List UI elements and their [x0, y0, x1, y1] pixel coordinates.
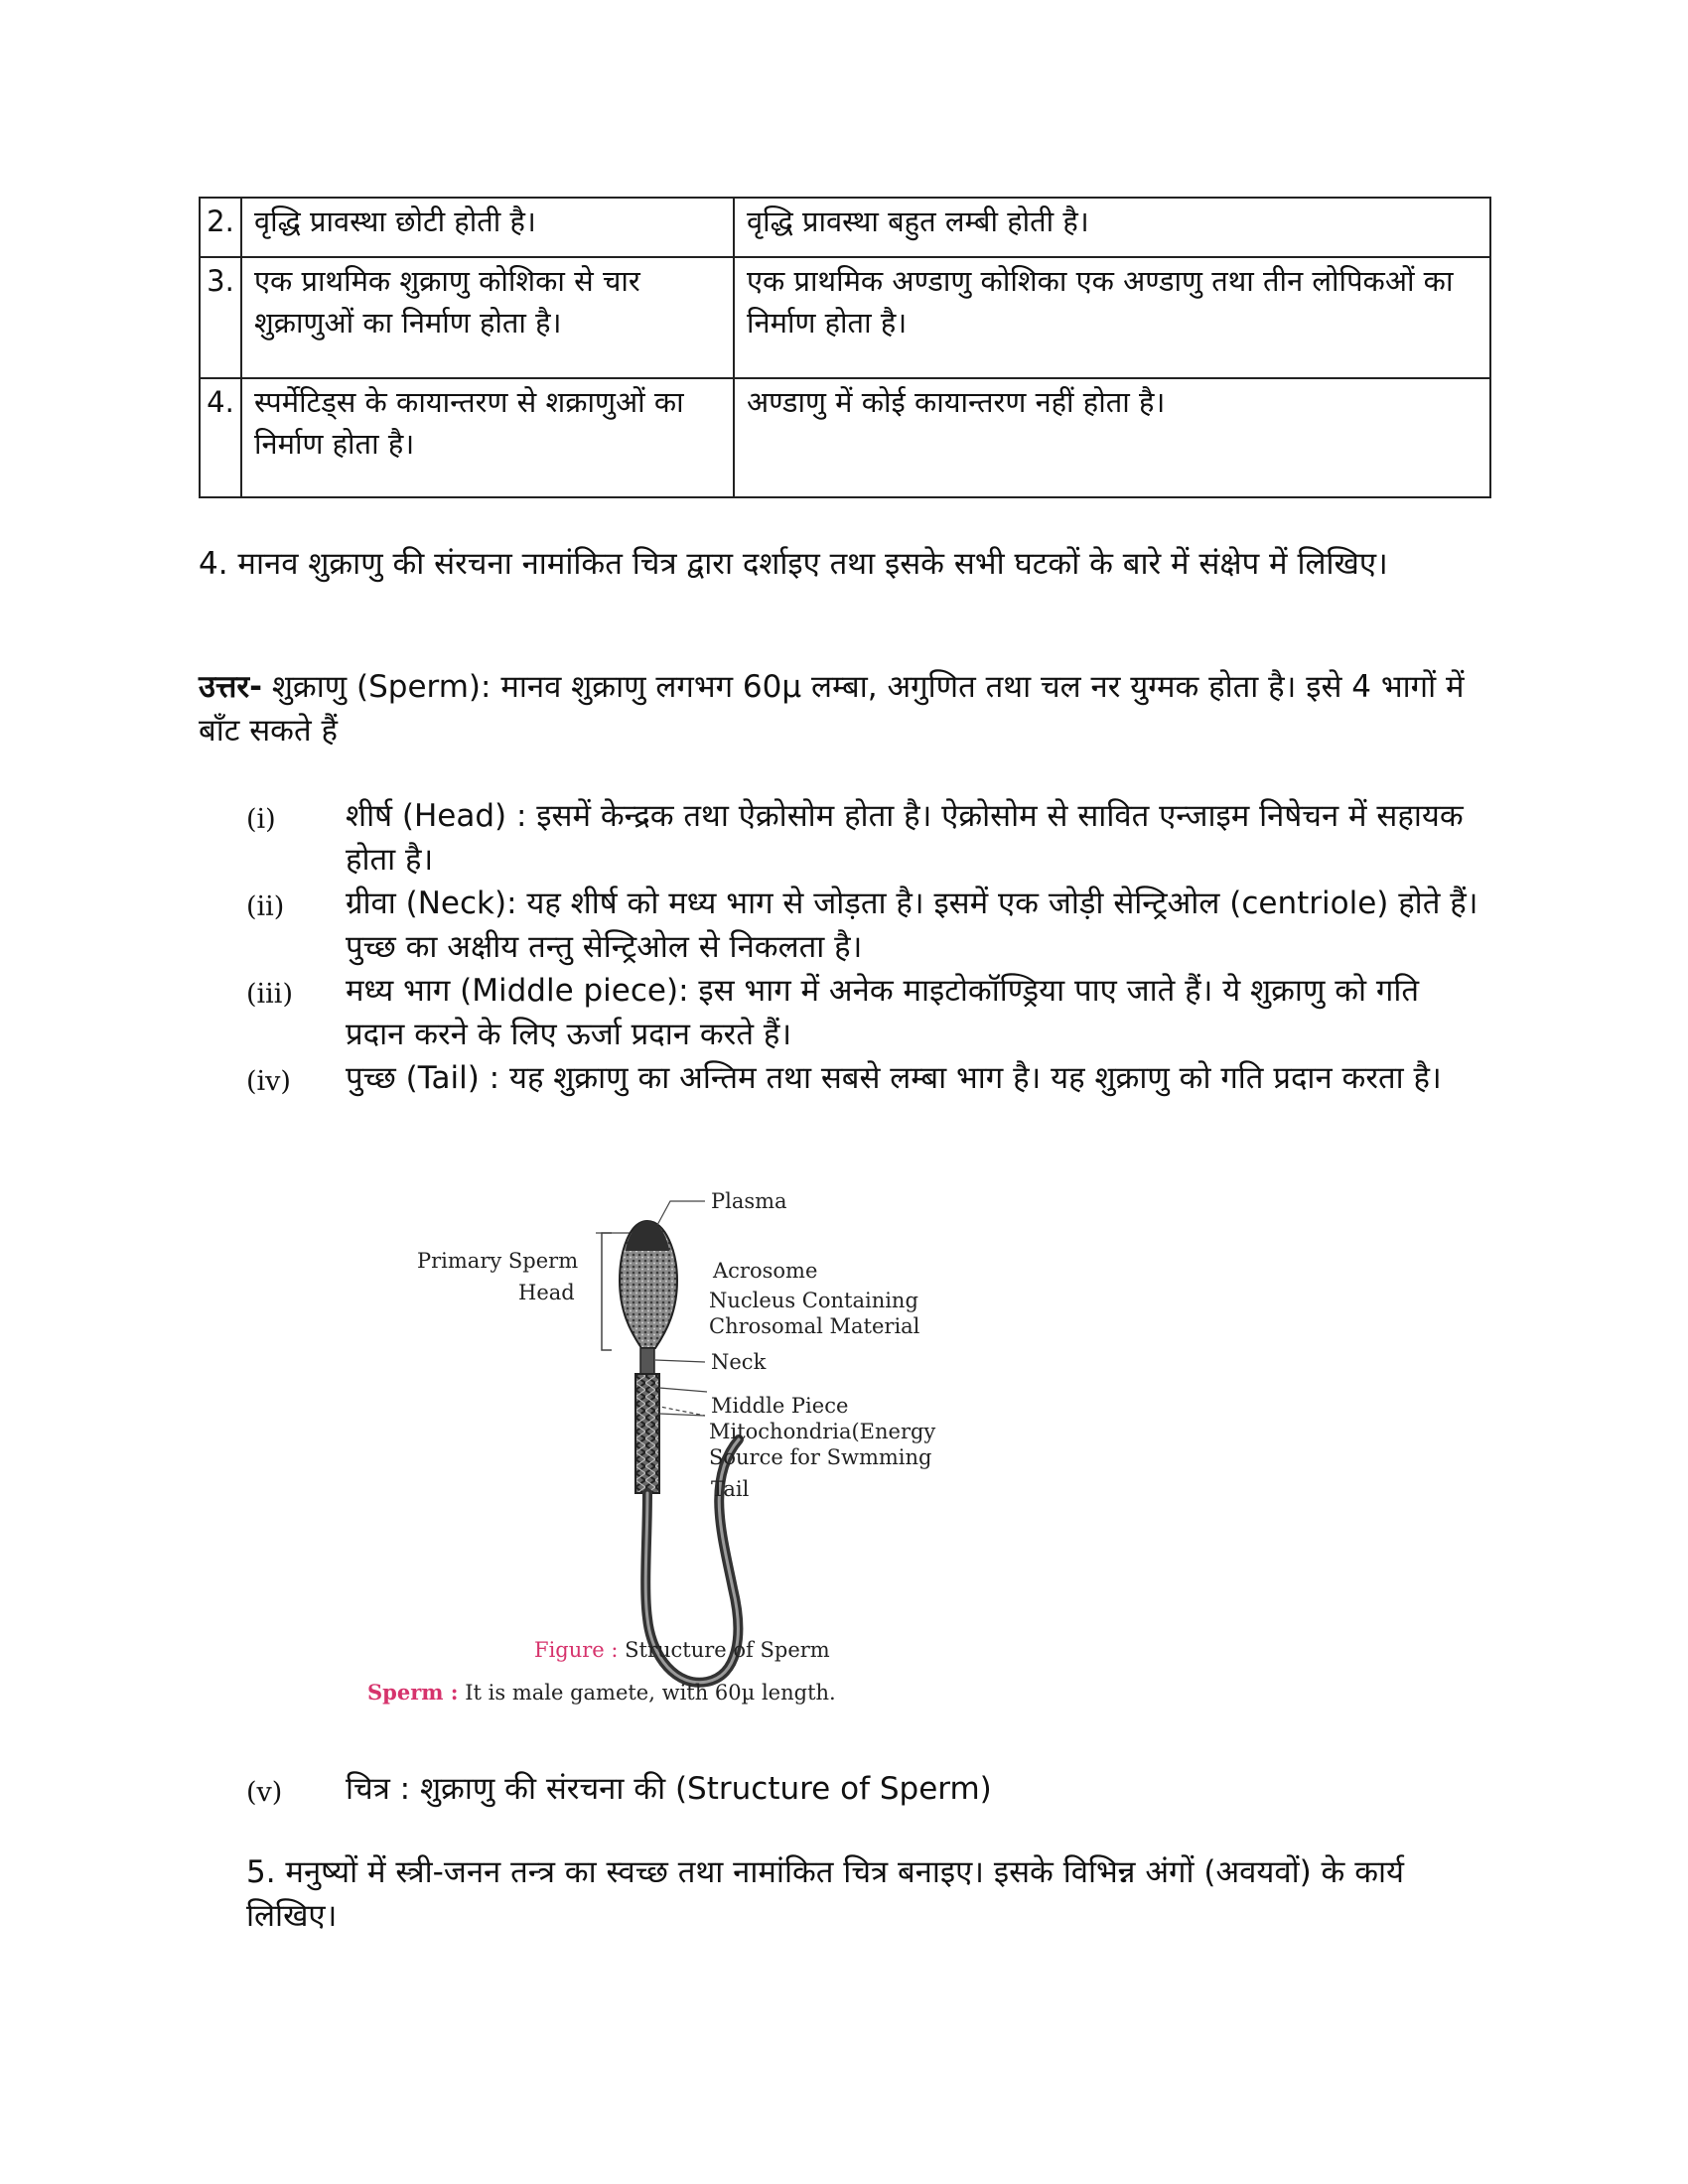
- female-cell: एक प्राथमिक अण्डाणु कोशिका एक अण्डाणु तथा तीन लोपिकओं का निर्माण होता है।: [734, 257, 1490, 378]
- comparison-table: [199, 197, 1491, 498]
- head-bracket: [602, 1233, 612, 1350]
- row-number: 4.: [200, 378, 241, 497]
- figure-caption-text: Structure of Sperm: [618, 1638, 830, 1662]
- middle-piece-line: [659, 1388, 707, 1392]
- sperm-figure: [367, 1181, 1033, 1737]
- item-number: (iv): [246, 1066, 291, 1097]
- table-row: [200, 257, 1490, 378]
- item-number: (iii): [246, 979, 293, 1010]
- label-middle-piece: Middle Piece: [711, 1394, 849, 1418]
- neck-line: [655, 1360, 705, 1362]
- answer-text: शुक्राणु (Sperm): मानव शुक्राणु लगभग 60µ लम्बा, अगुणित तथा चल नर युग्मक होता है। इसे 4 भागों में बाँट सकते हैं: [199, 669, 1465, 749]
- table-row: [200, 198, 1490, 257]
- label-neck: Neck: [711, 1350, 767, 1374]
- table-row: [200, 378, 1490, 497]
- male-cell: वृद्धि प्रावस्था छोटी होती है।: [241, 198, 734, 257]
- answer-label: उत्तर-: [199, 669, 262, 705]
- male-cell: एक प्राथमिक शुक्राणु कोशिका से चार शुक्राणुओं का निर्माण होता है।: [241, 257, 734, 378]
- item-text: ग्रीवा (Neck): यह शीर्ष को मध्य भाग से जोड़ता है। इसमें एक जोड़ी सेन्ट्रिओल (centriole) होते हैं। पुच्छ का अक्षीय तन्तु सेन्ट्रिओल से निकलता है।: [346, 886, 1478, 965]
- item-text: मध्य भाग (Middle piece): इस भाग में अनेक माइटोकॉण्ड्रिया पाए जाते हैं। ये शुक्राणु को गति प्रदान करने के लिए ऊर्जा प्रदान करते हैं।: [346, 973, 1420, 1052]
- label-tail: Tail: [711, 1477, 750, 1501]
- row-number: 2.: [200, 198, 241, 257]
- label-nucleus-1: Nucleus Containing: [709, 1289, 918, 1312]
- label-head: Head: [518, 1281, 575, 1304]
- row-number: 3.: [200, 257, 241, 378]
- answer-paragraph: [199, 665, 1489, 752]
- label-plasma: Plasma: [711, 1189, 787, 1213]
- question-4: 4. मानव शुक्राणु की संरचना नामांकित चित्र द्वारा दर्शाइए तथा इसके सभी घटकों के बारे में संक्षेप में लिखिए।: [199, 546, 1388, 582]
- label-mitochondria-1: Mitochondria(Energy: [709, 1420, 936, 1443]
- label-primary-sperm: Primary Sperm: [417, 1249, 579, 1273]
- item-number: (i): [246, 804, 276, 835]
- figure-caption-label: Figure :: [534, 1638, 619, 1662]
- item-number: (ii): [246, 891, 285, 922]
- sperm-note-label: Sperm :: [367, 1680, 459, 1705]
- label-acrosome: Acrosome: [713, 1259, 818, 1283]
- item-text: पुच्छ (Tail) : यह शुक्राणु का अन्तिम तथा सबसे लम्बा भाग है। यह शुक्राणु को गति प्रदान करता है।: [346, 1060, 1442, 1096]
- figure-caption: [534, 1638, 830, 1662]
- acrosome-cap: [626, 1221, 669, 1251]
- item-number: (v): [246, 1777, 283, 1808]
- label-mitochondria-2: Source for Swmming: [709, 1445, 932, 1469]
- sperm-neck: [640, 1348, 654, 1374]
- item-text: चित्र : शुक्राणु की संरचना की (Structure of Sperm): [346, 1771, 992, 1807]
- label-nucleus-2: Chrosomal Material: [709, 1314, 920, 1338]
- item-text: शीर्ष (Head) : इसमें केन्द्रक तथा ऐक्रोसोम होता है। ऐक्रोसोम से सावित एन्जाइम निषेचन में सहायक होता है।: [346, 798, 1464, 878]
- sperm-note: [367, 1680, 836, 1705]
- female-cell: वृद्धि प्रावस्था बहुत लम्बी होती है।: [734, 198, 1490, 257]
- question-5: 5. मनुष्यों में स्त्री-जनन तन्त्र का स्वच्छ तथा नामांकित चित्र बनाइए। इसके विभिन्न अंगों (अवयवों) के कार्य लिखिए।: [246, 1854, 1405, 1934]
- female-cell: अण्डाणु में कोई कायान्तरण नहीं होता है।: [734, 378, 1490, 497]
- sperm-middle-piece: [635, 1374, 659, 1493]
- male-cell: स्पर्मेटिड्स के कायान्तरण से शक्राणुओं का निर्माण होता है।: [241, 378, 734, 497]
- sperm-note-text: It is male gamete, with 60µ length.: [458, 1681, 836, 1705]
- plasma-line: [657, 1201, 705, 1225]
